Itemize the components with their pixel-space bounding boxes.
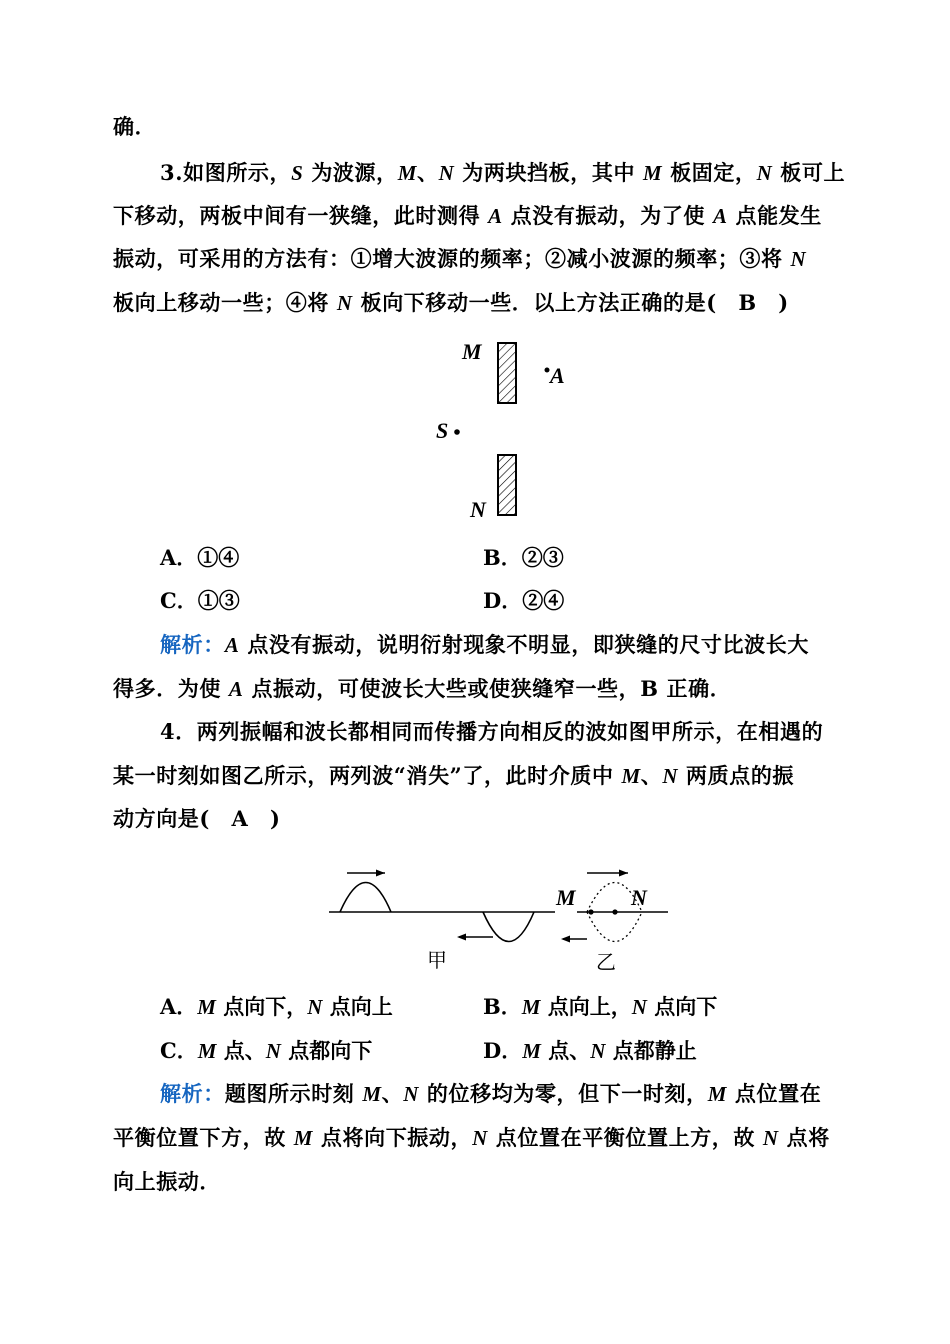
jia-crest — [340, 883, 391, 913]
source-s — [454, 429, 460, 435]
q3-option-c: C．①③ — [160, 588, 240, 613]
q3-analysis-line-2: 得多．为使 A 点振动，可使波长大些或使狭缝窄一些，B 正确． — [113, 676, 732, 701]
q4-option-d: D．M 点、N 点都静止 — [483, 1038, 697, 1063]
arrow-right-icon — [587, 870, 628, 877]
label-yi: 乙 — [596, 950, 616, 974]
q3-line-3: 振动，可采用的方法有：①增大波源的频率；②减小波源的频率；③将 N — [113, 246, 807, 271]
label-s: S — [436, 418, 449, 443]
label-jia: 甲 — [427, 948, 447, 972]
q3-figure — [430, 335, 590, 525]
q4-analysis-line-3: 向上振动． — [113, 1169, 221, 1194]
label-n: N — [470, 497, 486, 522]
q3-option-b: B．②③ — [483, 545, 564, 570]
analysis-label: 解析： — [160, 1081, 225, 1106]
q4-analysis-line-1: 解析：题图所示时刻 M、N 的位移均为零，但下一时刻，M 点位置在 — [160, 1081, 822, 1106]
q4-answer: A — [231, 806, 249, 831]
q4-line-1: 4．两列振幅和波长都相同而传播方向相反的波如图甲所示，在相遇的 — [160, 719, 824, 744]
point-m — [588, 909, 593, 914]
label-n: N — [631, 885, 647, 910]
plate-m — [498, 343, 516, 403]
label-a: A — [550, 363, 565, 388]
label-m: M — [556, 885, 576, 910]
q3-option-d: D．②④ — [483, 588, 565, 613]
q3-answer: B — [738, 290, 757, 315]
arrow-right-icon — [347, 870, 385, 877]
q4-line-3: 动方向是( A ) — [113, 806, 281, 831]
yi-dotted-trough — [587, 912, 642, 942]
q3-line-1: 3.如图所示，S 为波源，M、N 为两块挡板，其中 M 板固定，N 板可上 — [160, 160, 846, 185]
point-n — [612, 909, 617, 914]
plate-n — [498, 455, 516, 515]
analysis-label: 解析： — [160, 632, 225, 657]
q4-line-2: 某一时刻如图乙所示，两列波“消失”了，此时介质中 M、N 两质点的振 — [113, 763, 795, 788]
label-m: M — [462, 339, 482, 364]
q4-analysis-line-2: 平衡位置下方，故 M 点将向下振动，N 点位置在平衡位置上方，故 N 点将 — [113, 1125, 830, 1150]
q3-analysis-line-1: 解析：A 点没有振动，说明衍射现象不明显，即狭缝的尺寸比波长大 — [160, 632, 809, 657]
q3-line-4: 板向上移动一些；④将 N 板向下移动一些．以上方法正确的是( B ) — [113, 290, 789, 315]
q3-option-a: A．①④ — [160, 545, 240, 570]
q4-option-b: B．M 点向上，N 点向下 — [483, 994, 718, 1019]
q4-figure — [325, 865, 675, 975]
q4-option-a: A．M 点向下，N 点向上 — [160, 994, 393, 1019]
q4-option-c: C．M 点、N 点都向下 — [160, 1038, 373, 1063]
q3-line-2: 下移动，两板中间有一狭缝，此时测得 A 点没有振动，为了使 A 点能发生 — [113, 203, 822, 228]
arrow-left-icon — [561, 936, 587, 943]
point-a — [545, 368, 550, 373]
intro-tail: 确． — [113, 114, 157, 139]
arrow-left-icon — [457, 934, 493, 941]
